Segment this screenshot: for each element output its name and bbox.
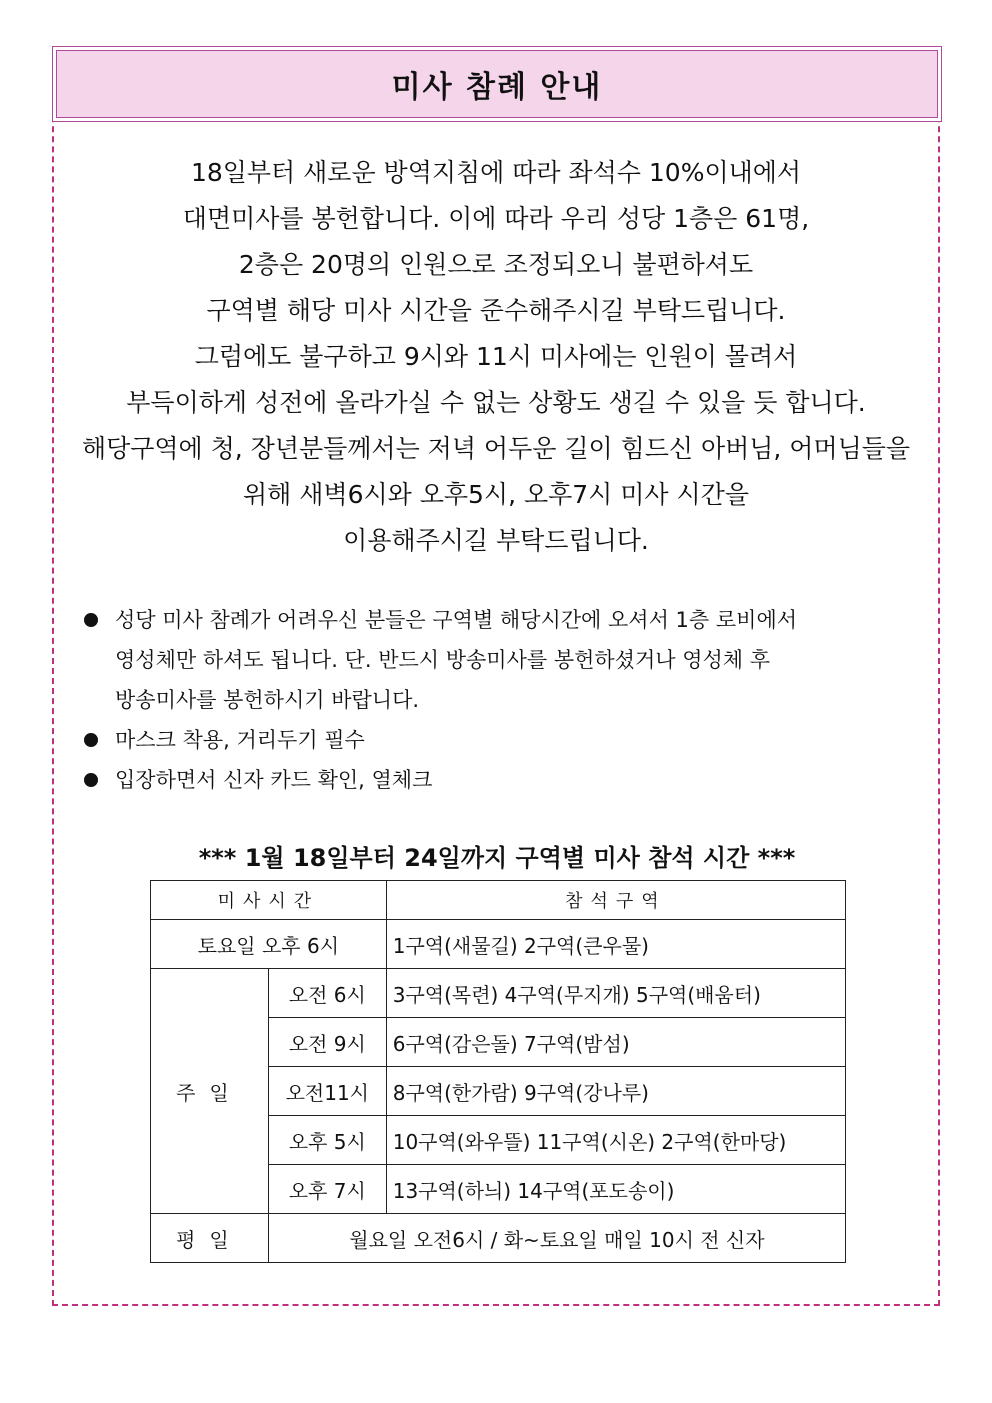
sunday-label: 주일 xyxy=(151,969,269,1214)
sunday-areas: 6구역(감은돌) 7구역(밤섬) xyxy=(386,1018,845,1067)
table-row xyxy=(151,969,846,1018)
notice-list xyxy=(80,600,930,800)
intro-line: 18일부터 새로운 방역지침에 따라 좌석수 10%이내에서 xyxy=(190,158,802,187)
sunday-time: 오전 9시 xyxy=(268,1018,386,1067)
sunday-time: 오후 5시 xyxy=(268,1116,386,1165)
weekday-label: 평일 xyxy=(151,1214,269,1263)
saturday-areas: 1구역(새물길) 2구역(큰우물) xyxy=(386,920,845,969)
sunday-areas: 8구역(한가람) 9구역(강나루) xyxy=(386,1067,845,1116)
notice-line: 마스크 착용, 거리두기 필수 xyxy=(115,728,365,752)
sunday-time: 오전11시 xyxy=(268,1067,386,1116)
intro-line: 그럼에도 불구하고 9시와 11시 미사에는 인원이 몰려서 xyxy=(194,342,798,371)
bullet-dot-icon xyxy=(84,613,98,627)
notice-line: 성당 미사 참례가 어려우신 분들은 구역별 해당시간에 오셔서 1층 로비에서 xyxy=(115,608,798,632)
intro-line: 대면미사를 봉헌합니다. 이에 따라 우리 성당 1층은 61명, xyxy=(182,204,810,233)
intro-paragraph xyxy=(60,150,932,564)
sunday-time: 오후 7시 xyxy=(268,1165,386,1214)
bullet-dot-icon xyxy=(84,733,98,747)
notice-line: 입장하면서 신자 카드 확인, 열체크 xyxy=(115,768,433,792)
schedule-title: *** 1월 18일부터 24일까지 구역별 미사 참석 시간 *** xyxy=(198,844,796,872)
sunday-areas: 13구역(하늬) 14구역(포도송이) xyxy=(386,1165,845,1214)
sunday-time: 오전 6시 xyxy=(268,969,386,1018)
schedule-table xyxy=(150,880,846,1263)
intro-line: 2층은 20명의 인원으로 조정되오니 불편하셔도 xyxy=(238,250,754,279)
intro-line: 이용해주시길 부탁드립니다. xyxy=(343,526,649,555)
sunday-areas: 3구역(목련) 4구역(무지개) 5구역(배움터) xyxy=(386,969,845,1018)
intro-line: 구역별 해당 미사 시간을 준수해주시길 부탁드립니다. xyxy=(206,296,786,325)
table-row xyxy=(151,920,846,969)
bullet-dot-icon xyxy=(84,773,98,787)
intro-line: 위해 새벽6시와 오후5시, 오후7시 미사 시간을 xyxy=(243,480,749,509)
notice-line: 영성체만 하셔도 됩니다. 단. 반드시 방송미사를 봉헌하셨거나 영성체 후 xyxy=(115,648,771,672)
notice-item xyxy=(80,760,930,800)
page-title: 미사 참례 안내 xyxy=(56,50,938,118)
table-header-row xyxy=(151,881,846,920)
notice-item xyxy=(80,720,930,760)
header-mass-time: 미사시간 xyxy=(151,881,387,920)
saturday-time: 토요일 오후 6시 xyxy=(151,920,387,969)
title-box xyxy=(52,46,942,122)
intro-line: 부득이하게 성전에 올라가실 수 없는 상황도 생길 수 있을 듯 합니다. xyxy=(126,388,866,417)
sunday-areas: 10구역(와우뜰) 11구역(시온) 2구역(한마당) xyxy=(386,1116,845,1165)
notice-item xyxy=(80,600,930,720)
notice-line: 방송미사를 봉헌하시기 바랍니다. xyxy=(115,688,420,712)
weekday-text: 월요일 오전6시 / 화~토요일 매일 10시 전 신자 xyxy=(268,1214,845,1263)
header-areas: 참석구역 xyxy=(386,881,845,920)
intro-line: 해당구역에 청, 장년분들께서는 저녁 어두운 길이 힘드신 아버님, 어머님들을 xyxy=(81,434,911,463)
table-row xyxy=(151,1214,846,1263)
